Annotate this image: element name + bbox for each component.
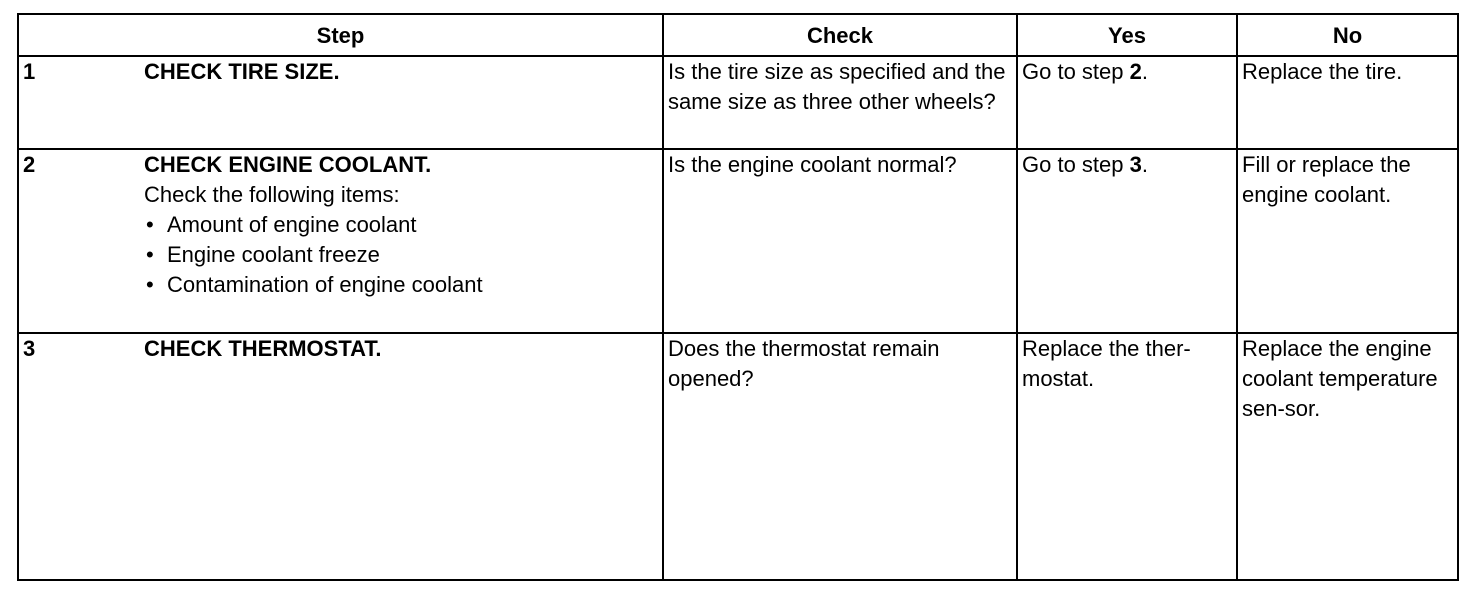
list-item: • Amount of engine coolant <box>144 210 658 240</box>
list-item: • Engine coolant freeze <box>144 240 658 270</box>
no-cell: Replace the tire. <box>1237 56 1458 149</box>
check-cell: Does the thermostat remain opened? <box>663 333 1017 580</box>
step-number: 2 <box>23 152 36 177</box>
yes-suffix: . <box>1141 59 1149 84</box>
check-cell: Is the engine coolant normal? <box>663 149 1017 333</box>
step-reference: 3 <box>1129 152 1142 177</box>
no-cell: Fill or replace the engine coolant. <box>1237 149 1458 333</box>
yes-suffix: . <box>1141 152 1149 177</box>
yes-cell <box>1017 56 1237 149</box>
yes-cell: Replace the ther-mostat. <box>1017 333 1237 580</box>
yes-text: Go to step <box>1022 59 1124 84</box>
table-row <box>18 333 1458 580</box>
step-cell <box>18 333 663 580</box>
step-title: CHECK THERMOSTAT. <box>144 336 382 361</box>
step-reference: 2 <box>1129 59 1142 84</box>
table-row <box>18 149 1458 333</box>
table-row <box>18 56 1458 149</box>
header-yes: Yes <box>1017 14 1237 56</box>
list-item: • Contamination of engine coolant <box>144 270 658 300</box>
header-step: Step <box>18 14 663 56</box>
header-check: Check <box>663 14 1017 56</box>
check-items-list <box>144 210 658 300</box>
header-no: No <box>1237 14 1458 56</box>
step-number: 1 <box>23 59 36 84</box>
header-row <box>18 14 1458 56</box>
diagnostic-table <box>17 13 1459 581</box>
yes-cell <box>1017 149 1237 333</box>
check-cell: Is the tire size as specified and the same size as three other wheels? <box>663 56 1017 149</box>
step-title: CHECK ENGINE COOLANT. <box>144 152 432 177</box>
step-cell <box>18 56 663 149</box>
yes-text: Go to step <box>1022 152 1124 177</box>
step-number: 3 <box>23 336 36 361</box>
step-title: CHECK TIRE SIZE. <box>144 59 340 84</box>
step-intro: Check the following items: <box>144 182 400 207</box>
no-cell: Replace the engine coolant temperature sen-sor. <box>1237 333 1458 580</box>
step-cell <box>18 149 663 333</box>
